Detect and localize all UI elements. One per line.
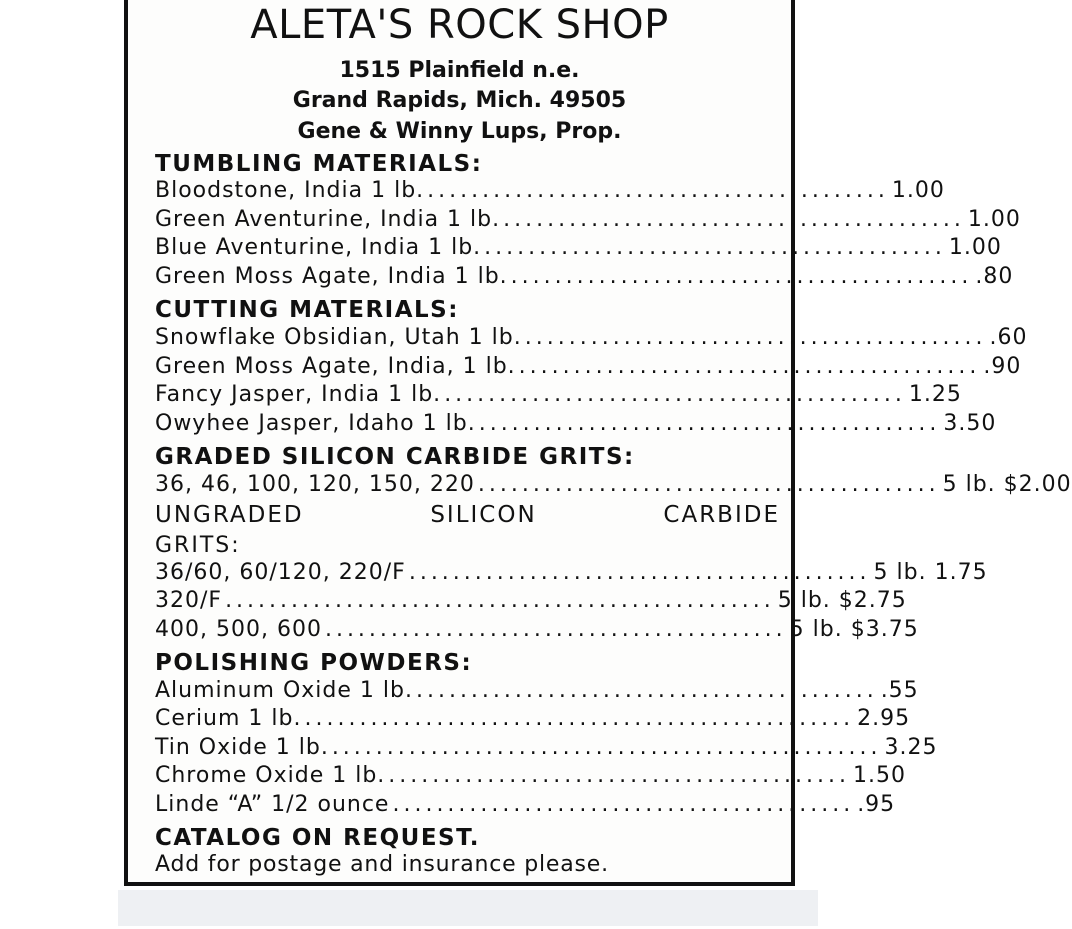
item-price: .80: [975, 264, 1014, 289]
price-row: [155, 588, 907, 616]
price-row: [155, 382, 962, 410]
postage-note: Add for postage and insurance please.: [155, 852, 609, 877]
dot-leader: ..........................................: [427, 178, 889, 203]
item-name: 36, 46, 100, 120, 150, 220: [155, 472, 475, 497]
dot-leader: ..........................................: [388, 763, 851, 788]
item-name: Owyhee Jasper, Idaho 1 lb.: [155, 411, 476, 436]
item-name: Cerium 1 lb.: [155, 706, 302, 731]
dot-leader: ..........................................: [444, 382, 906, 407]
dot-leader: ..........................................: [408, 560, 871, 585]
item-price: 3.50: [943, 411, 997, 436]
dot-leader: ..................................................: [304, 706, 855, 731]
price-row: [155, 735, 938, 763]
tumbling-heading: TUMBLING MATERIALS:: [155, 151, 483, 177]
price-row: [155, 264, 1014, 292]
dot-leader: ..................................................: [225, 588, 775, 613]
price-row: [155, 706, 911, 734]
dot-leader: ..........................................: [477, 472, 940, 497]
dot-leader: ..........................................: [478, 411, 941, 436]
item-name: Aluminum Oxide 1 lb.: [155, 678, 413, 703]
ungraded-heading-continued: GRITS:: [155, 533, 241, 558]
dot-leader: ..........................................: [415, 678, 878, 703]
price-row: [155, 178, 945, 206]
item-name: Bloodstone, India 1 lb.: [155, 178, 425, 203]
item-price: .55: [880, 678, 919, 703]
dot-leader: ..........................................: [503, 207, 965, 232]
item-name: Snowflake Obsidian, Utah 1 lb.: [155, 325, 522, 350]
ungraded-heading: [155, 502, 780, 528]
dot-leader: ..........................................: [510, 264, 973, 289]
item-name: Green Moss Agate, India 1 lb.: [155, 264, 508, 289]
dot-leader: ..................................................: [331, 735, 882, 760]
item-name: 400, 500, 600: [155, 617, 322, 642]
price-row: [155, 354, 1022, 382]
price-row: [155, 472, 1072, 500]
item-price: 5 lb. $2.75: [777, 588, 907, 613]
item-price: 5 lb. $3.75: [789, 617, 919, 642]
heading-word: SILICON: [430, 502, 537, 528]
price-row: [155, 207, 1021, 235]
dot-leader: ..........................................: [484, 235, 946, 260]
dot-leader: ..........................................: [392, 792, 855, 817]
paper-edge-shadow: [118, 890, 818, 926]
graded-heading: GRADED SILICON CARBIDE GRITS:: [155, 444, 635, 470]
dot-leader: ..........................................: [524, 325, 987, 350]
price-row: [155, 235, 1002, 263]
item-name: Blue Aventurine, India 1 lb.: [155, 235, 482, 260]
item-price: 1.00: [967, 207, 1021, 232]
item-price: 3.25: [884, 735, 938, 760]
item-price: 5 lb. $2.00: [942, 472, 1072, 497]
item-name: Tin Oxide 1 lb.: [155, 735, 329, 760]
item-price: 1.50: [853, 763, 906, 788]
item-name: Chrome Oxide 1 lb.: [155, 763, 386, 788]
item-price: .60: [989, 325, 1028, 350]
cutting-heading: CUTTING MATERIALS:: [155, 297, 459, 323]
price-row: [155, 411, 997, 439]
item-name: 36/60, 60/120, 220/F: [155, 560, 406, 585]
item-price: .95: [857, 792, 896, 817]
item-price: 5 lb. 1.75: [873, 560, 988, 585]
item-price: 1.00: [891, 178, 945, 203]
dot-leader: ..........................................: [324, 617, 787, 642]
price-row: [155, 678, 919, 706]
shop-city: Grand Rapids, Mich. 49505: [292, 88, 627, 113]
heading-word: CARBIDE: [663, 502, 780, 528]
shop-name: ALETA'S ROCK SHOP: [250, 2, 669, 48]
price-row: [155, 763, 906, 791]
dot-leader: ..........................................: [518, 354, 981, 379]
price-row: [155, 617, 919, 645]
price-row: [155, 325, 1028, 353]
item-price: 1.25: [908, 382, 962, 407]
advertisement: [124, 0, 1072, 886]
item-name: Green Aventurine, India 1 lb.: [155, 207, 501, 232]
price-row: [155, 560, 988, 588]
catalog-notice: CATALOG ON REQUEST.: [155, 825, 481, 851]
item-price: 2.95: [857, 706, 911, 731]
item-name: Green Moss Agate, India, 1 lb.: [155, 354, 516, 379]
item-name: Linde “A” 1/2 ounce: [155, 792, 390, 817]
shop-address: 1515 Plainfield n.e.: [339, 58, 580, 83]
heading-word: UNGRADED: [155, 502, 304, 528]
price-row: [155, 792, 896, 820]
shop-owners: Gene & Winny Lups, Prop.: [297, 119, 622, 144]
item-price: .90: [983, 354, 1022, 379]
item-name: 320/F: [155, 588, 223, 613]
polishing-heading: POLISHING POWDERS:: [155, 650, 473, 676]
item-name: Fancy Jasper, India 1 lb.: [155, 382, 442, 407]
item-price: 1.00: [948, 235, 1002, 260]
